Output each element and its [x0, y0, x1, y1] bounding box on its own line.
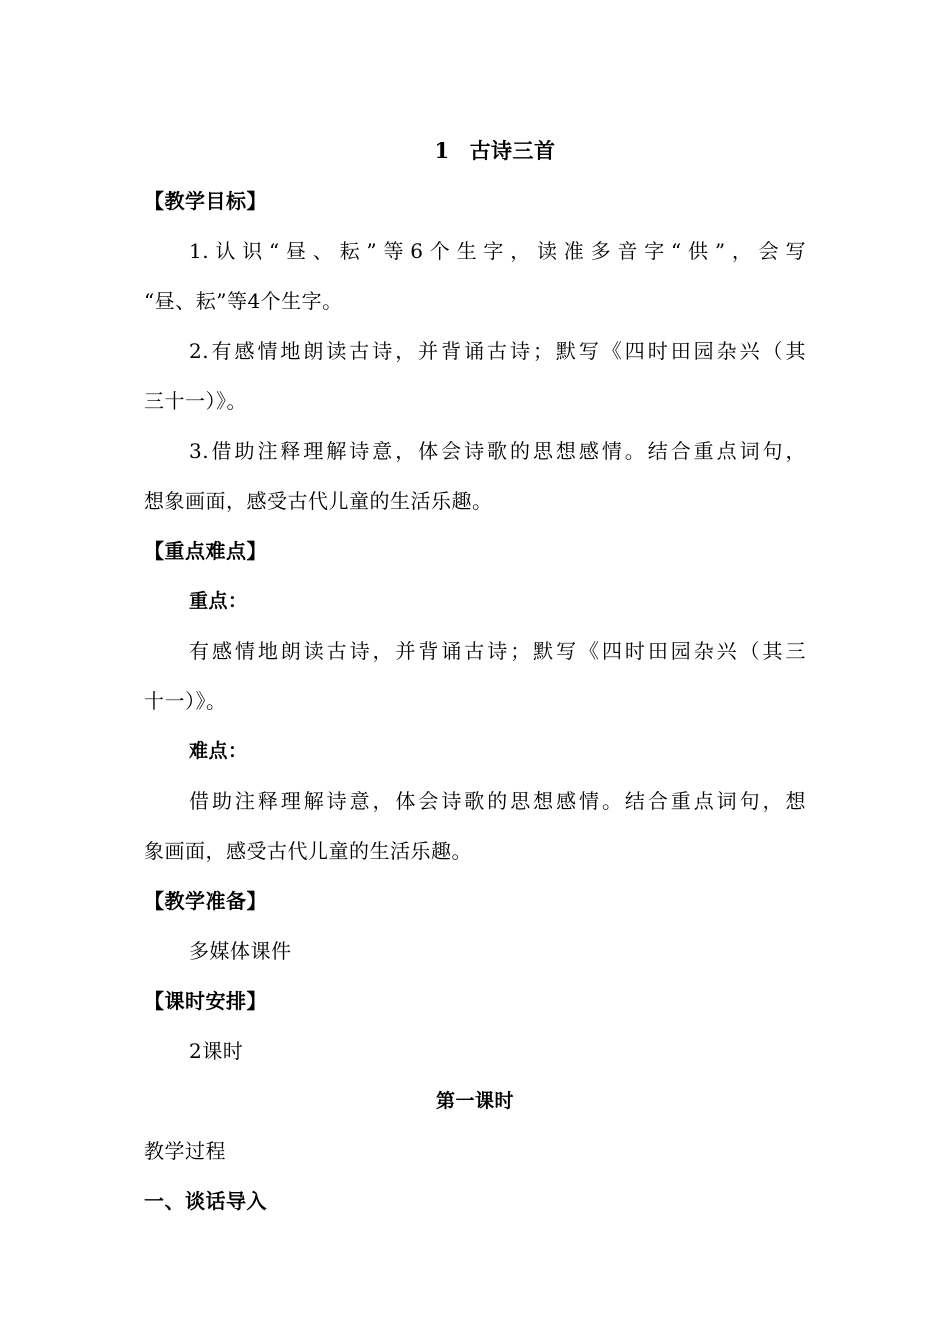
schedule-text: 2课时 — [189, 1039, 244, 1063]
objective-1-line-2: “昼、耘”等4个生字。 — [144, 289, 343, 313]
difficult-point-line-1: 借助注释理解诗意，体会诗歌的思想感情。结合重点词句，想 — [189, 789, 806, 813]
difficult-label: 难点： — [189, 740, 248, 762]
process-label: 教学过程 — [144, 1139, 226, 1163]
document-content — [144, 126, 806, 1226]
objective-3-line-2: 想象画面，感受古代儿童的生活乐趣。 — [144, 489, 493, 513]
difficult-point-line-2: 象画面，感受古代儿童的生活乐趣。 — [144, 839, 472, 863]
objective-2-line-1: 2.有感情地朗读古诗，并背诵古诗；默写《四时田园杂兴（其 — [189, 339, 806, 363]
objective-1-line-1: 1.认识“昼、耘”等6个生字，读准多音字“供”，会写 — [189, 239, 806, 263]
lesson-number: 1 — [434, 138, 450, 163]
schedule-heading: 【课时安排】 — [144, 989, 267, 1013]
lesson-title — [144, 126, 806, 176]
preparation-heading: 【教学准备】 — [144, 889, 267, 913]
objectives-heading: 【教学目标】 — [144, 189, 267, 213]
lesson-title-text: 古诗三首 — [469, 138, 556, 163]
preparation-text: 多媒体课件 — [189, 939, 292, 963]
key-point-line-2: 十一）》。 — [144, 689, 227, 713]
first-lesson-title: 第一课时 — [435, 1090, 514, 1112]
key-points-heading: 【重点难点】 — [144, 539, 267, 563]
objective-2-line-2: 三十一）》。 — [144, 389, 247, 413]
key-label: 重点： — [189, 590, 248, 612]
key-point-line-1: 有感情地朗读古诗，并背诵古诗；默写《四时田园杂兴（其三 — [189, 639, 806, 663]
step-1-heading: 一、谈话导入 — [144, 1189, 267, 1213]
objective-3-line-1: 3.借助注释理解诗意，体会诗歌的思想感情。结合重点词句， — [189, 439, 806, 463]
